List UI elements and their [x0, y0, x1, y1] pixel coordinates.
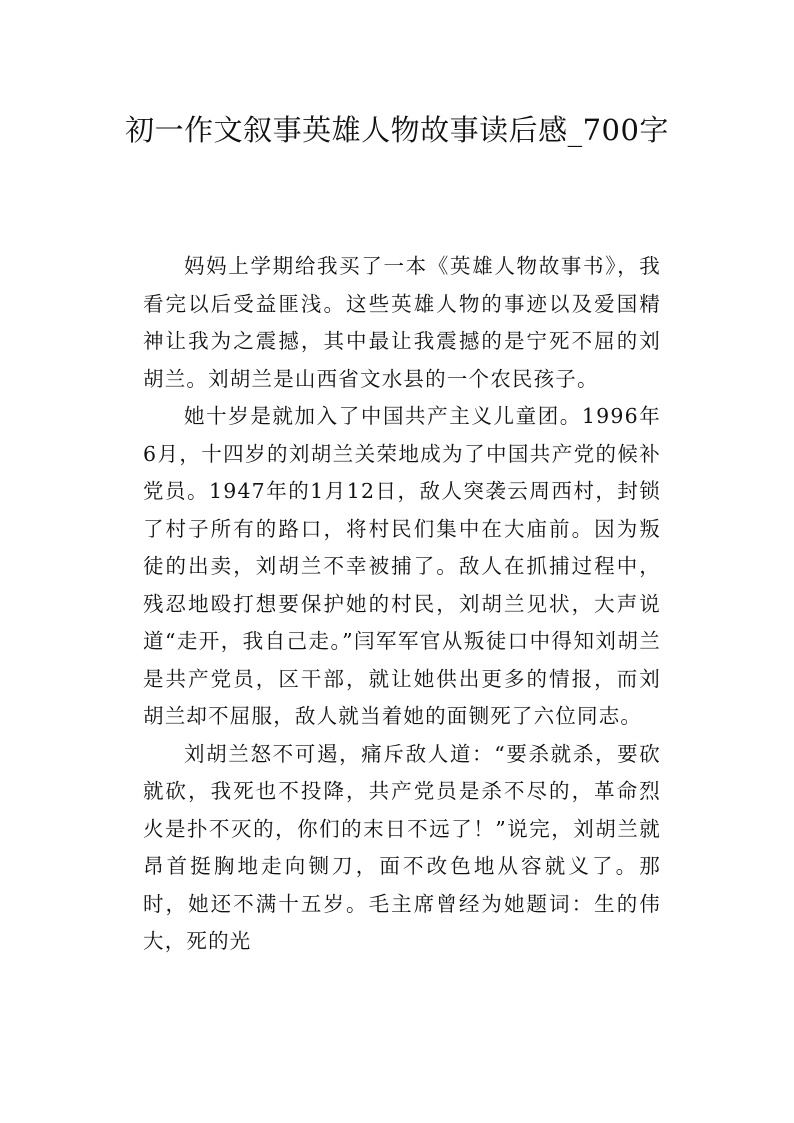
paragraph-1: 妈妈上学期给我买了一本《英雄人物故事书》，我看完以后受益匪浅。这些英雄人物的事迹以及爱国精神让我为之震撼，其中最让我震撼的是宁死不屈的刘胡兰。刘胡兰是山西省文水县的一个农民孩子。: [143, 254, 661, 391]
paragraph-2: 她十岁是就加入了中国共产主义儿童团。1996年6月，十四岁的刘胡兰关荣地成为了中国共产党的候补党员。1947年的1月12日，敌人突袭云周西村，封锁了村子所有的路口，将村民们集中在大庙前。因为叛徒的出卖，刘胡兰不幸被捕了。敌人在抓捕过程中，残忍地殴打想要保护她的村民，刘胡兰见状，大声说道“走开，我自己走。”闫军军官从叛徒口中得知刘胡兰是共产党员，区干部，就让她供出更多的情报，而刘胡兰却不屈服，敌人就当着她的面铡死了六位同志。: [143, 404, 661, 728]
document-title: 初一作文叙事英雄人物故事读后感_700字: [125, 113, 669, 147]
paragraph-3: 刘胡兰怒不可遏，痛斥敌人道：“要杀就杀，要砍就砍，我死也不投降，共产党员是杀不尽的，革命烈火是扑不灭的，你们的末日不远了！”说完，刘胡兰就昂首挺胸地走向铡刀，面不改色地从容就义了。那时，她还不满十五岁。毛主席曾经为她题词：生的伟大，死的光: [143, 741, 661, 953]
document-body: [143, 248, 661, 961]
